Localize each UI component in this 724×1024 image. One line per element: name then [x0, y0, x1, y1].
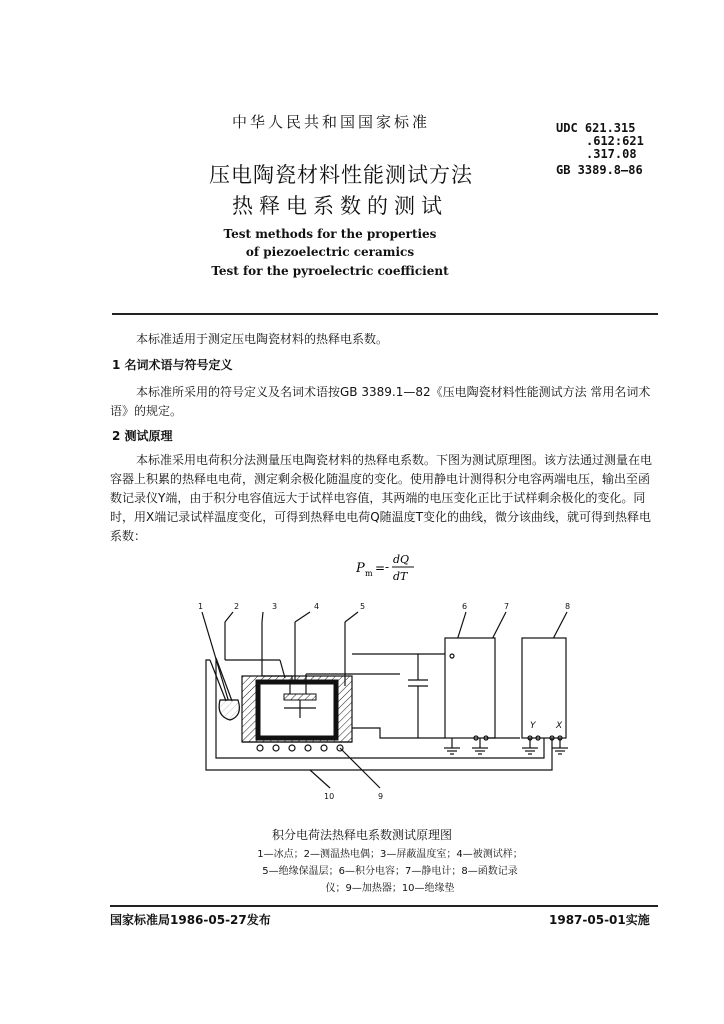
legend-line: 5—绝缘保温层；6—积分电容；7—静电计；8—函数记录 [262, 866, 518, 877]
recorder-x-label: X [556, 721, 563, 731]
callout-1: 1 [198, 602, 204, 611]
section-2-paragraph: 本标准采用电荷积分法测量压电陶瓷材料的热释电系数。下图为测试原理图。该方法通过测量在电容器上积累的热释电电荷，测定剩余极化随温度的变化。使用静电计测得积分电容两端电压，输出至函数记录仪Y端，由于积分电容值远大于试样电容值，其两端的电压变化正比于试样剩余极化的变化。同时，用X端记录试样温度变化，可得到热释电电荷Q随温度T变化的曲线，微分该曲线，就可得到热释电系数： [110, 453, 653, 543]
issue-date: 国家标准局1986-05-27发布 [110, 913, 271, 927]
callout-4: 4 [314, 602, 320, 611]
figure-caption: 积分电荷法热释电系数测试原理图 [271, 828, 452, 842]
formula-numerator: dQ [393, 553, 410, 566]
callout-7: 7 [504, 602, 510, 611]
legend-line: 仪；9—加热器；10—绝缘垫 [325, 883, 455, 894]
pyroelectric-formula [356, 552, 436, 584]
formula-lhs-subscript: m [365, 569, 373, 578]
section-heading-2: 2 测试原理 [112, 429, 173, 443]
formula-minus: - [385, 560, 390, 574]
figure-legend [230, 846, 550, 897]
title-chinese-line1: 压电陶瓷材料性能测试方法 [209, 163, 473, 187]
callout-10: 10 [324, 792, 335, 801]
header-divider [112, 313, 658, 315]
standard-organization: 中华人民共和国国家标准 [232, 113, 431, 131]
title-english-line2: of piezoelectric ceramics [245, 245, 415, 259]
formula-equals: = [375, 561, 386, 575]
footer-divider [110, 905, 658, 907]
title-chinese-line2: 热释电系数的测试 [232, 194, 448, 218]
udc-line: .317.08 [586, 147, 637, 161]
callout-6: 6 [462, 602, 468, 611]
title-english-line3: Test for the pyroelectric coefficient [211, 264, 449, 278]
effective-date: 1987-05-01实施 [549, 913, 650, 927]
callout-2: 2 [234, 602, 240, 611]
section-1-paragraph: 本标准所采用的符号定义及名词术语按GB 3389.1—82《压电陶瓷材料性能测试方法 常用名词术语》的规定。 [110, 385, 651, 418]
gb-code: GB 3389.8—86 [556, 163, 643, 177]
formula-lhs: P [356, 561, 365, 576]
section-heading-1: 1 名词术语与符号定义 [112, 358, 233, 372]
measurement-circuit-diagram [180, 598, 580, 804]
callout-3: 3 [272, 602, 278, 611]
udc-line: .612:621 [586, 134, 644, 148]
title-english-line1: Test methods for the properties [223, 227, 437, 241]
callout-5: 5 [360, 602, 366, 611]
udc-code [556, 122, 644, 161]
formula-denominator: dT [393, 570, 408, 583]
callout-9: 9 [378, 792, 384, 801]
intro-paragraph: 本标准适用于测定压电陶瓷材料的热释电系数。 [136, 332, 389, 346]
legend-line: 1—冰点；2—测温热电偶；3—屏蔽温度室；4—被测试样； [257, 849, 523, 860]
udc-line: UDC 621.315 [556, 121, 636, 135]
callout-8: 8 [565, 602, 571, 611]
recorder-y-label: Y [530, 721, 536, 731]
